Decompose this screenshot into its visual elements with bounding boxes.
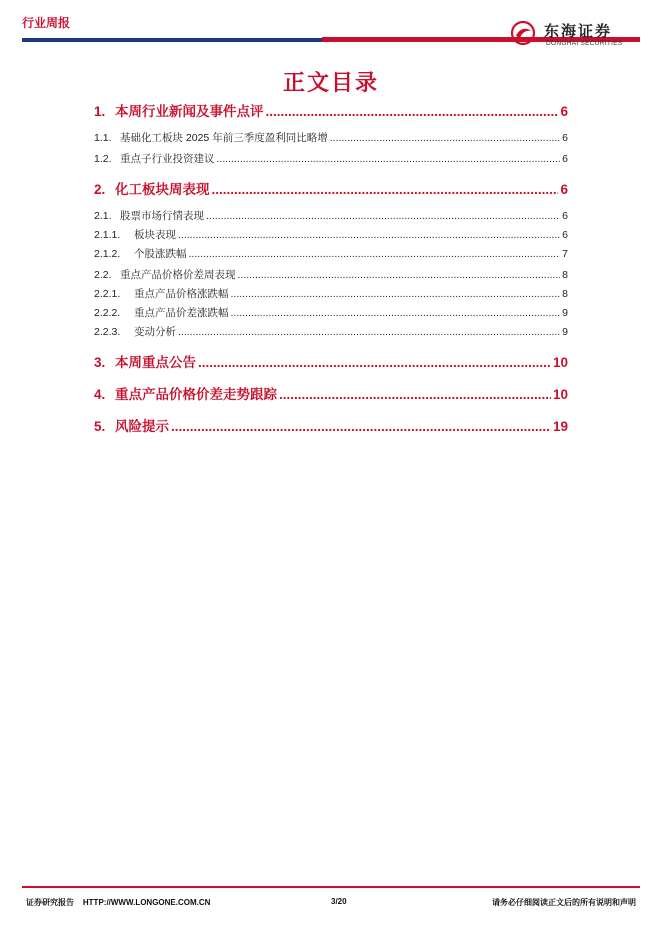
- toc-leader-dots: [217, 153, 561, 165]
- toc-entry-page: 9: [562, 307, 568, 319]
- toc-entry[interactable]: [94, 267, 568, 282]
- toc-entry-title: 变动分析: [134, 326, 176, 338]
- toc-entry-page: 8: [562, 288, 568, 300]
- toc-leader-dots: [206, 210, 560, 222]
- toc-entry-page: 6: [562, 229, 568, 241]
- toc-entry-number: 2.2.: [94, 269, 112, 281]
- toc-entry[interactable]: [94, 208, 568, 223]
- toc-entry-page: 19: [552, 419, 568, 434]
- toc-entry-number: 5.: [94, 419, 106, 434]
- toc-entry-number: 2.: [94, 182, 106, 197]
- report-type-label: 行业周报: [22, 16, 71, 30]
- toc-entry[interactable]: [94, 415, 568, 435]
- toc-entry-title: 板块表现: [134, 229, 176, 241]
- toc-entry-number: 3.: [94, 355, 106, 370]
- page-title: 正文目录: [282, 70, 379, 95]
- logo-chinese-name: 东海证券: [544, 22, 613, 40]
- toc-entry-title: 本周行业新闻及事件点评: [115, 104, 264, 119]
- toc-entry-page: 6: [560, 104, 568, 119]
- toc-leader-dots: [266, 104, 559, 119]
- toc-entry[interactable]: [94, 246, 568, 261]
- toc-entry-title: 重点产品价格价差走势跟踪: [115, 387, 277, 402]
- toc-entry[interactable]: [94, 151, 568, 166]
- toc-leader-dots: [212, 182, 559, 197]
- toc-leader-dots: [231, 307, 561, 319]
- toc-entry[interactable]: [94, 178, 568, 198]
- toc-entry-page: 6: [562, 153, 568, 165]
- toc-entry-page: 8: [562, 269, 568, 281]
- toc-entry-number: 1.2.: [94, 153, 112, 165]
- toc-entry-title: 化工板块周表现: [115, 182, 210, 197]
- toc-entry[interactable]: [94, 227, 568, 242]
- toc-entry[interactable]: [94, 383, 568, 403]
- toc-entry-title: 重点产品价格价差周表现: [120, 269, 236, 281]
- toc-entry-number: 2.2.1.: [94, 288, 121, 300]
- toc-leader-dots: [330, 132, 560, 144]
- toc-entry-page: 7: [562, 248, 568, 260]
- brand-logo: [508, 18, 628, 48]
- toc-entry-title: 本周重点公告: [115, 355, 196, 370]
- donghai-logo-icon: [508, 18, 538, 48]
- header-divider-blue: [22, 38, 322, 42]
- toc-entry-number: 4.: [94, 387, 106, 402]
- toc-entry-number: 2.2.3.: [94, 326, 121, 338]
- toc-entry-number: 2.1.2.: [94, 248, 121, 260]
- toc-leader-dots: [231, 288, 561, 300]
- toc-entry-title: 基础化工板块 2025 年前三季度盈利同比略增: [120, 132, 328, 144]
- toc-entry-title: 风险提示: [115, 419, 169, 434]
- toc-entry-title: 个股涨跌幅: [134, 248, 187, 260]
- toc-leader-dots: [198, 355, 551, 370]
- toc-leader-dots: [178, 229, 560, 241]
- toc-entry-number: 1.: [94, 104, 106, 119]
- toc-entry-title: 重点产品价差涨跌幅: [134, 307, 229, 319]
- toc-entry[interactable]: [94, 130, 568, 145]
- toc-leader-dots: [189, 248, 561, 260]
- toc-entry-number: 2.1.: [94, 210, 112, 222]
- toc-entry-title: 重点子行业投资建议: [120, 153, 215, 165]
- toc-entry-title: 重点产品价格涨跌幅: [134, 288, 229, 300]
- toc-entry[interactable]: [94, 286, 568, 301]
- footer-disclaimer: 请务必仔细阅读正文后的所有说明和声明: [492, 898, 636, 907]
- toc-entry-number: 2.2.2.: [94, 307, 121, 319]
- toc-leader-dots: [238, 269, 561, 281]
- toc-leader-dots: [178, 326, 560, 338]
- footer-source: 证券研究报告 HTTP://WWW.LONGONE.COM.CN: [26, 898, 211, 907]
- page-number: 3/20: [331, 897, 347, 906]
- toc-leader-dots: [171, 419, 551, 434]
- toc-entry-page: 6: [562, 132, 568, 144]
- toc-entry-number: 2.1.1.: [94, 229, 121, 241]
- toc-entry-page: 10: [552, 387, 568, 402]
- toc-entry-page: 9: [562, 326, 568, 338]
- toc-entry[interactable]: [94, 100, 568, 120]
- table-of-contents: [94, 100, 568, 435]
- toc-entry-page: 10: [552, 355, 568, 370]
- toc-entry[interactable]: [94, 324, 568, 339]
- toc-entry-title: 股票市场行情表现: [120, 210, 204, 222]
- toc-entry-number: 1.1.: [94, 132, 112, 144]
- toc-entry-page: 6: [562, 210, 568, 222]
- toc-entry[interactable]: [94, 351, 568, 371]
- toc-entry[interactable]: [94, 305, 568, 320]
- logo-english-name: DONGHAI SECURITIES: [546, 40, 623, 47]
- toc-entry-page: 6: [560, 182, 568, 197]
- toc-leader-dots: [279, 387, 551, 402]
- footer-divider: [22, 886, 640, 888]
